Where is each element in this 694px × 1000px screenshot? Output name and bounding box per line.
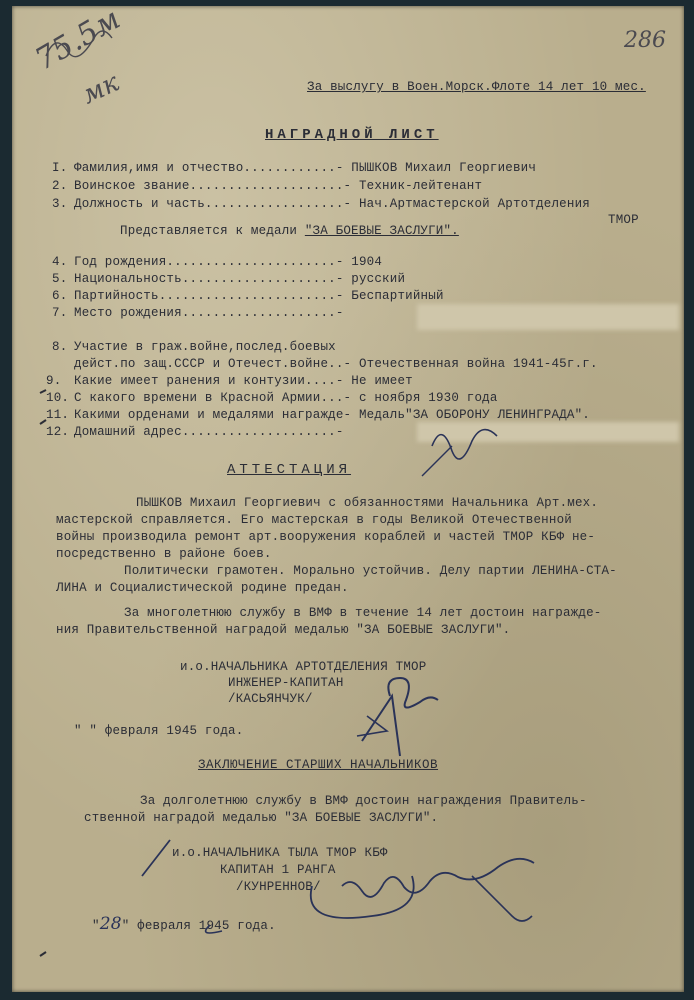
field-row-2: 2. Воинское звание....................- Техник-лейтенант [52,179,483,193]
signature-stroke [388,678,438,708]
tick-mark [40,952,46,956]
signature-stroke [432,430,497,459]
field-value: - Нач.Артмастерской Артотделения [343,197,590,211]
field-3-continuation: ТМОР [608,213,639,227]
date-line-2: "28" февраля 1945 года. [92,914,276,934]
tick-mark [40,420,46,424]
field-row-1: I. Фамилия,имя и отчество............- ПЫШКОВ Михаил Георгиевич [52,161,537,175]
field-row-4: 4. Год рождения......................- 1904 [52,255,383,269]
field-label: Должность и часть.................. [74,197,344,211]
field-row-10: 10. С какого времени в Красной Армии...- с ноября 1930 года [46,391,498,405]
medal-name: "ЗА БОЕВЫЕ ЗАСЛУГИ". [304,224,459,238]
signature-stroke [142,840,170,876]
signature-stroke [342,859,534,897]
ink-marks [12,6,684,992]
field-row-9: 9. Какие имеет ранения и контузии....- Не имеет [46,374,413,388]
attestation-body: ПЫШКОВ Михаил Георгиевич с обязанностями Начальника Арт.мех. мастерской справляется. Его мастерская в годы Великой Отечественной войны производила ремонт арт.вооружения кораблей и частей ТМОР КБФ не- посредственно в районе боев. Политически грамотен. Морально устойчив. Делу партии ЛЕНИНА-СТА- ЛИНА и Социалистической родине предан. За многолетнюю службу в ВМФ в течение 14 лет достоин награжде- ния Правительственной наградой медалью "ЗА БОЕВЫЕ ЗАСЛУГИ". [56,496,617,637]
signature-stroke [206,925,222,933]
signature-stroke [422,446,452,476]
handwritten-day: 28 [99,914,122,934]
nomination-text: Представляется к медали [120,224,298,238]
signature-stroke [472,876,532,921]
date-line-1: " " февраля 1945 года. [74,724,244,738]
field-label: Фамилия,имя и отчество............ [74,161,336,175]
page-number: 286 [624,28,666,53]
signature-stroke [311,876,414,918]
field-row-5: 5. Национальность....................- русский [52,272,406,286]
signatory-name: /КАСЬЯНЧУК/ [228,692,313,706]
field-row-3: 3. Должность и часть..................- Нач.Артмастерской Артотделения [52,197,590,211]
service-note: За выслугу в Воен.Морск.Флоте 14 лет 10 мес. [307,80,646,94]
pencil-scribble [46,31,112,57]
signatory-rank-2: КАПИТАН 1 РАНГА [220,863,336,877]
tick-mark [40,390,46,393]
field-row-8: 8. Участие в граж.войне,послед.боевых дейст.по защ.СССР и Отечест.войне..- Отечественная война 1941-45г.г. [52,340,598,371]
award-sheet [12,1,684,992]
signatory-title: и.о.НАЧАЛЬНИКА АРТОТДЕЛЕНИЯ ТМОР [180,660,427,674]
signatory-rank: ИНЖЕНЕР-КАПИТАН [228,676,344,690]
field-row-11: 11. Какими орденами и медалями награжде- Медаль"ЗА ОБОРОНУ ЛЕНИНГРАДА". [46,408,590,422]
signatory-title-2: и.о.НАЧАЛЬНИКА ТЫЛА ТМОР КБФ [172,846,388,860]
field-value: - Техник-лейтенант [343,179,483,193]
signatory-name-2: /КУНРЕННОВ/ [236,880,321,894]
field-row-6: 6. Партийность.......................- Беспартийный [52,289,444,303]
field-label: Воинское звание.................... [74,179,344,193]
field-row-7: 7. Место рождения....................- [52,306,344,320]
field-value: - ПЫШКОВ Михаил Георгиевич [335,161,537,175]
document-title: НАГРАДНОЙ ЛИСТ [265,127,439,143]
conclusion-body: За долголетнюю службу в ВМФ достоин награждения Правитель- ственной наградой медалью "ЗА БОЕВЫЕ ЗАСЛУГИ". [84,794,587,825]
field-row-12: 12. Домашний адрес....................- [46,425,344,439]
attestation-title: АТТЕСТАЦИЯ [227,462,352,478]
margin-note: 75.5м [29,1,127,78]
margin-note-2: мк [77,67,124,111]
conclusion-title: ЗАКЛЮЧЕНИЕ СТАРШИХ НАЧАЛЬНИКОВ [198,758,439,772]
